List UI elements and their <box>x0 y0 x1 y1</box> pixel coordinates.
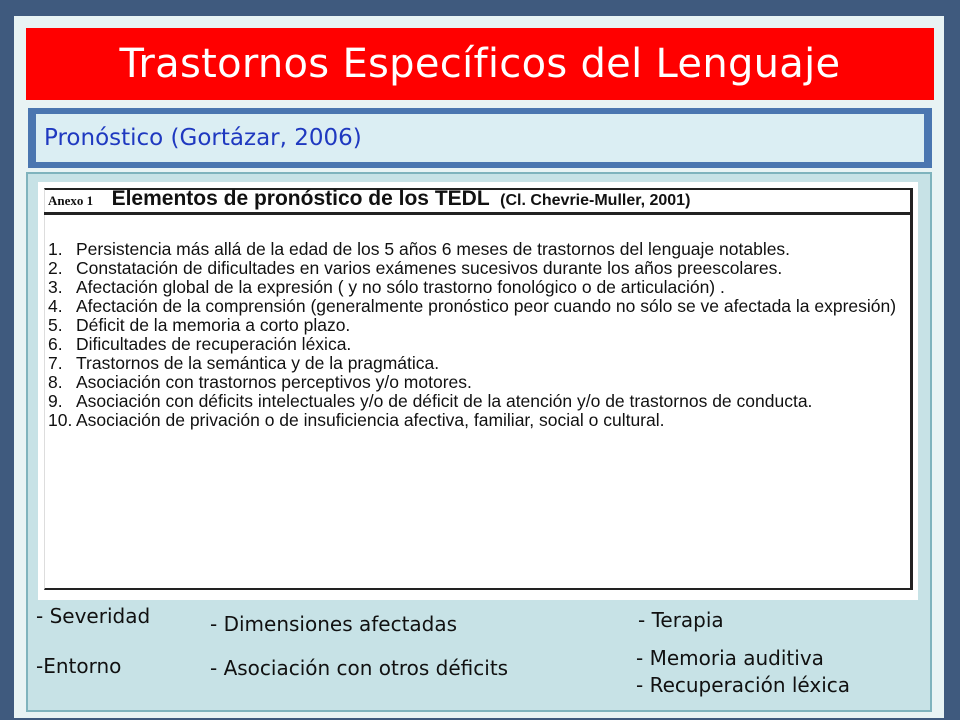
list-item: 7. Trastornos de la semántica y de la pragmática. <box>48 353 440 373</box>
header-rule <box>44 212 913 215</box>
list-item: 5. Déficit de la memoria a corto plazo. <box>48 315 351 335</box>
annex-document <box>38 182 918 600</box>
note-entorno: -Entorno <box>36 654 122 678</box>
document-heading: Elementos de pronóstico de los TEDL <box>111 187 490 210</box>
note-recuperacion: - Recuperación léxica <box>636 673 851 697</box>
list-item: 10. Asociación de privación o de insuficiencia afectiva, familiar, social o cultural. <box>48 410 665 430</box>
list-item: 8. Asociación con trastornos perceptivos y/o motores. <box>48 372 472 392</box>
note-terapia: - Terapia <box>638 608 724 632</box>
note-severidad: - Severidad <box>36 604 151 628</box>
annex-label: Anexo 1 <box>48 193 94 208</box>
note-asociacion: - Asociación con otros déficits <box>210 656 509 680</box>
note-dimensiones: - Dimensiones afectadas <box>210 612 458 636</box>
list-item: 6. Dificultades de recuperación léxica. <box>48 334 352 354</box>
slide-title: Trastornos Específicos del Lenguaje <box>26 28 934 100</box>
prognosis-list <box>48 240 908 430</box>
slide-subtitle: Pronóstico (Gortázar, 2006) <box>36 114 924 162</box>
list-item: 9. Asociación con déficits intelectuales y/o de déficit de la atención y/o de trastornos de conducta. <box>48 391 813 411</box>
list-item: 2. Constatación de dificultades en varios exámenes sucesivos durante los años preescolares. <box>48 258 783 278</box>
list-item: 4. Afectación de la comprensión (generalmente pronóstico peor cuando no sólo se ve afectada la expresión) <box>48 296 897 316</box>
document-header <box>48 187 690 211</box>
list-item: 1. Persistencia más allá de la edad de los 5 años 6 meses de trastornos del lenguaje notables. <box>48 239 791 259</box>
note-memoria: - Memoria auditiva <box>636 646 824 670</box>
document-citation: (Cl. Chevrie-Muller, 2001) <box>500 192 691 209</box>
list-item: 3. Afectación global de la expresión ( y no sólo trastorno fonológico o de articulación) . <box>48 277 725 297</box>
